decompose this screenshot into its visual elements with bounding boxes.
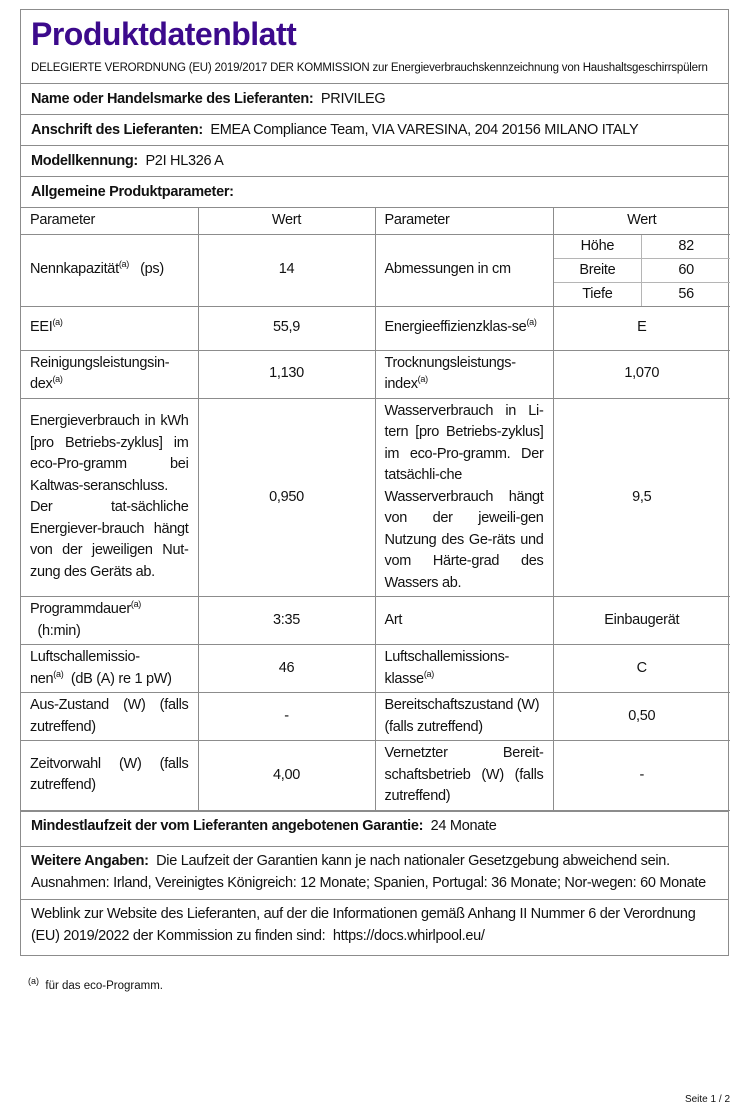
- eei-label: EEI$^{(a)}$: [21, 306, 198, 350]
- dimension-row: [554, 235, 731, 259]
- warranty-value: 24 Monate: [430, 817, 497, 834]
- additional-info-label: Weitere Angaben:: [31, 853, 149, 869]
- dimensions-subtable: [554, 235, 731, 306]
- dimension-value: 60: [642, 258, 730, 282]
- weblink-url[interactable]: https://docs.whirlpool.eu/: [332, 927, 485, 944]
- dimensions-label: Abmessungen in cm: [375, 234, 553, 306]
- model-label: Modellkennung:: [31, 153, 138, 169]
- table-header-row: [21, 208, 730, 234]
- table-row: [21, 693, 730, 741]
- dimension-name: Höhe: [554, 235, 642, 259]
- drying-index-value: 1,070: [553, 350, 730, 398]
- noise-value: 46: [198, 645, 375, 693]
- general-params-row: [21, 177, 728, 208]
- type-label: Art: [375, 597, 553, 645]
- additional-info-row: [21, 847, 728, 900]
- dimension-value: 82: [642, 235, 730, 259]
- efficiency-class-value: E: [553, 306, 730, 350]
- header-parameter: Parameter: [375, 208, 553, 234]
- title-block: [21, 10, 728, 84]
- dimensions-value: [553, 234, 730, 306]
- footnote: [28, 976, 163, 992]
- table-row: [21, 741, 730, 811]
- noise-class-value: C: [553, 645, 730, 693]
- additional-info-value: Die Laufzeit der Garantien kann je nach nationaler Gesetzgebung abweichend sein. Ausnahmen: Irland, Vereinigtes Königreich: 12 Monate; Spanien, Portugal: 36 Monate; Nor-wegen: 60 Monate: [31, 853, 706, 891]
- eei-value: 55,9: [198, 306, 375, 350]
- dimension-name: Breite: [554, 258, 642, 282]
- off-mode-label: Aus-Zustand (W) (falls zutreffend): [21, 693, 198, 741]
- warranty-row: [21, 811, 728, 848]
- footnote-mark: (a): [28, 976, 39, 987]
- supplier-address-label: Anschrift des Lieferanten:: [31, 122, 203, 138]
- table-row: [21, 398, 730, 597]
- water-consumption-value: 9,5: [553, 398, 730, 597]
- footnote-text: für das eco-Programm.: [45, 980, 163, 992]
- noise-class-label: Luftschallemissions-klasse$^{(a)}$: [375, 645, 553, 693]
- dimension-row: [554, 282, 731, 306]
- product-data-sheet: [20, 9, 729, 956]
- page-number: Seite 1 / 2: [684, 1094, 730, 1105]
- header-parameter: Parameter: [21, 208, 198, 234]
- table-row: [21, 645, 730, 693]
- efficiency-class-label: Energieeffizienzklas-$se^{(a)}$: [375, 306, 553, 350]
- standby-value: 0,50: [553, 693, 730, 741]
- dimension-row: [554, 258, 731, 282]
- drying-index-label: Trocknungsleistungs-index$^{(a)}$: [375, 350, 553, 398]
- delay-start-label: Zeitvorwahl (W) (falls zutreffend): [21, 741, 198, 811]
- capacity-value: 14: [198, 234, 375, 306]
- delay-start-value: 4,00: [198, 741, 375, 811]
- parameters-table: [21, 208, 730, 811]
- type-value: Einbaugerät: [553, 597, 730, 645]
- capacity-label: Nennkapazität$^{(a)}$ (ps): [21, 234, 198, 306]
- cleaning-index-label: Reinigungsleistungsin-dex$^{(a)}$: [21, 350, 198, 398]
- table-row: [21, 350, 730, 398]
- warranty-label: Mindestlaufzeit der vom Lieferanten angebotenen Garantie:: [31, 817, 424, 834]
- general-params-label: Allgemeine Produktparameter:: [31, 184, 234, 200]
- networked-standby-label: Vernetzter Bereit-schaftsbetrieb (W) (falls zutreffend): [375, 741, 553, 811]
- program-duration-value: 3:35: [198, 597, 375, 645]
- standby-label: Bereitschaftszustand (W) (falls zutreffend): [375, 693, 553, 741]
- energy-consumption-label: Energieverbrauch in kWh [pro Betriebs-zyklus] im eco-Pro-gramm bei Kaltwas-seranschluss. Der tat-sächliche Energiever-brauch hängt von der jeweiligen Nut-zung des Geräts ab.: [21, 398, 198, 597]
- page-title: Produktdatenblatt: [31, 16, 297, 52]
- noise-label: Luftschallemissio- nen$^{(a)}$ (dB (A) re 1 pW): [21, 645, 198, 693]
- dimension-name: Tiefe: [554, 282, 642, 306]
- energy-consumption-value: 0,950: [198, 398, 375, 597]
- model-row: [21, 146, 728, 177]
- weblink-row: [21, 900, 728, 955]
- off-mode-value: -: [198, 693, 375, 741]
- model-value: P2I HL326 A: [145, 153, 224, 169]
- cleaning-index-value: 1,130: [198, 350, 375, 398]
- networked-standby-value: -: [553, 741, 730, 811]
- supplier-name-value: PRIVILEG: [320, 91, 386, 107]
- weblink-text: Weblink zur Website des Lieferanten, auf der die Informationen gemäß Anhang II Nummer 6 der Verordnung (EU) 2019/2022 der Kommission zu finden sind:: [31, 906, 696, 944]
- regulation-subtitle: DELEGIERTE VERORDNUNG (EU) 2019/2017 DER KOMMISSION zur Energieverbrauchskennzeichnung von Haushaltsgeschirrspülern: [31, 62, 708, 74]
- supplier-address-value: EMEA Compliance Team, VIA VARESINA, 204 20156 MILANO ITALY: [210, 122, 639, 138]
- supplier-name-row: [21, 84, 728, 115]
- program-duration-label: Programmdauer$^{(a)}$ (h:min): [21, 597, 198, 645]
- supplier-address-row: [21, 115, 728, 146]
- supplier-name-label: Name oder Handelsmarke des Lieferanten:: [31, 91, 314, 107]
- table-row: [21, 597, 730, 645]
- table-row: [21, 306, 730, 350]
- water-consumption-label: Wasserverbrauch in Li-tern [pro Betriebs-zyklus] im eco-Pro-gramm. Der tatsächli-che Wasserverbrauch hängt von der jeweili-gen Nutzung des Ge-räts und vom Härte-grad des Wassers ab.: [375, 398, 553, 597]
- dimension-value: 56: [642, 282, 730, 306]
- header-value: Wert: [553, 208, 730, 234]
- header-value: Wert: [198, 208, 375, 234]
- table-row: [21, 234, 730, 306]
